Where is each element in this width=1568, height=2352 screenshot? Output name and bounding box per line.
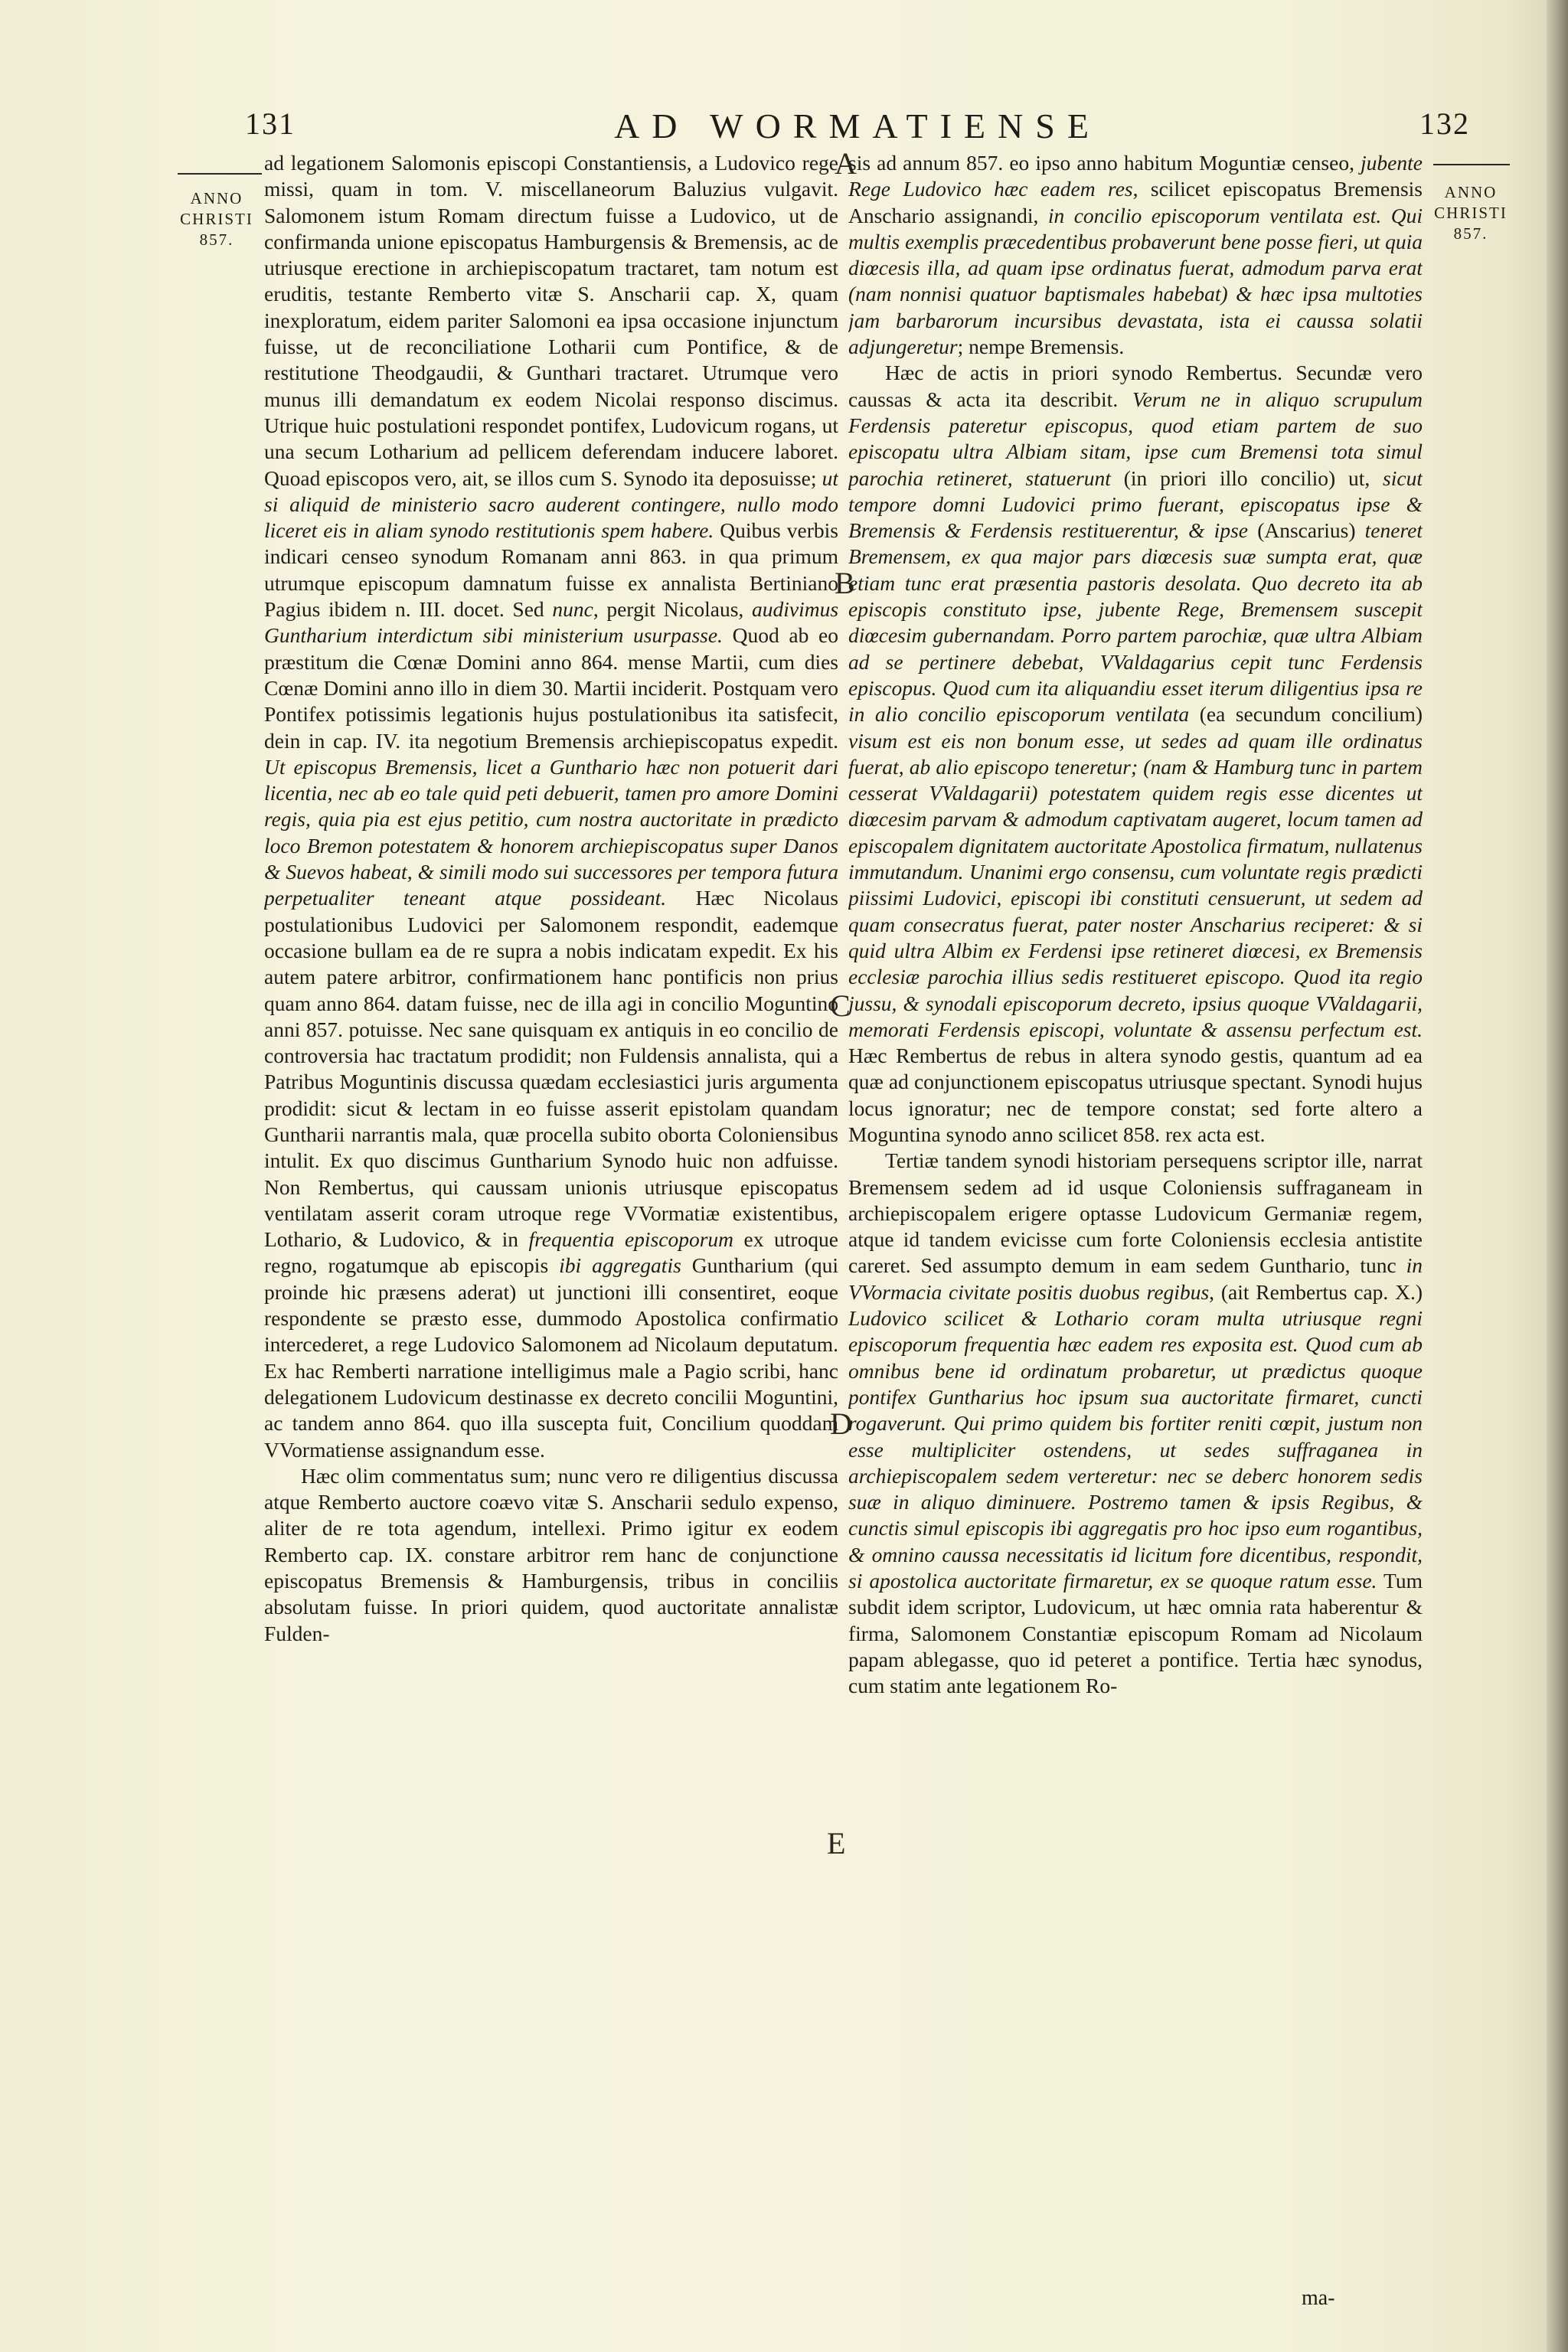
- margin-note-right-line: CHRISTI: [1434, 204, 1508, 222]
- page-number-right: 132: [1419, 106, 1470, 141]
- text-column-right: [848, 150, 1423, 2286]
- section-letter-c: C: [830, 988, 851, 1023]
- running-title: AD WORMATIENSE: [614, 106, 1101, 145]
- section-letter-a: A: [835, 146, 857, 181]
- margin-note-right-line: ANNO: [1444, 183, 1498, 201]
- margin-rule-right: [1433, 164, 1510, 165]
- paragraph: Tertiæ tandem synodi historiam persequens scriptor ille, narrat Bremensem sedem ad id usque Coloniensis suffraganeam in archiepiscopalem erigere optasse Ludovicum Germaniæ regem, atque id tandem evicisse cum forte Coloniensis ecclesia antistite careret. Sed assumpto demum in eam sedem Gunthario, tunc in VVormacia civitate positis duobus regibus, (ait Rembertus cap. X.) Ludovico scilicet & Lothario coram multa utriusque regni episcoporum frequentia hæc eadem res exposita est. Quod cum ab omnibus bene id ordinatum probaretur, ut prædictus quoque pontifex Guntharius hoc ipsum sua auctoritate firmaret, cuncti rogaverunt. Qui primo quidem bis fortiter reniti cœpit, justum non esse multipliciter ostendens, ut sedes suffraganea in archiepiscopalem sedem verteretur: nec se deberc honorem sedis suæ in aliquo diminuere. Postremo tamen & ipsis Regibus, & cunctis simul episcopis ibi aggregatis pro hoc ipso eum rogantibus, & omnino caussa necessitatis id licitum fore dicentibus, respondit, si apostolica auctoritate firmaretur, ex se quoque ratum esse. Tum subdit idem scriptor, Ludovicum, ut hæc omnia rata haberentur & firma, Salomonem Constantiæ episcopum Romam ad Nicolaum papam ablegasse, quo id peteret a pontifice. Tertia hæc synodus, cum statim ante legationem Ro-: [848, 1148, 1423, 1698]
- page-number-left: 131: [245, 106, 296, 141]
- margin-note-left: [167, 188, 266, 250]
- paragraph: sis ad annum 857. eo ipso anno habitum Moguntiæ censeo, jubente Rege Ludovico hæc eadem res, scilicet episcopatus Bremensis Anschario assignandi, in concilio episcoporum ventilata est. Qui multis exemplis præcedentibus probaverunt bene posse fieri, ut quia diœcesis illa, ad quam ipse ordinatus fuerat, admodum parva erat (nam nonnisi quatuor baptismales habebat) & hæc ipsa multoties jam barbarorum incursibus devastata, ista ei caussa solatii adjungeretur; nempe Bremensis.: [848, 151, 1423, 359]
- margin-note-left-line: ANNO: [190, 189, 243, 207]
- paragraph: ad legationem Salomonis episcopi Constantiensis, a Ludovico rege missi, quam in tom. V. miscellaneorum Baluzius vulgavit. Salomonem istum Romam directum fuisse a Ludovico, ut de confirmanda unione episcopatus Hamburgensis & Bremensis, ac de utriusque erectione in archiepiscopatum tractaret, tam notum est eruditis, testante Remberto vitæ S. Anscharii cap. X, quam inexploratum, eidem pariter Salomoni ea ipsa occasione injunctum fuisse, ut de reconciliatione Lotharii cum Pontifice, & de restitutione Theodgaudii, & Gunthari tractaret. Utrumque vero munus illi demandatum ex eodem Nicolai responso discimus. Utrique huic postulationi respondet pontifex, Ludovicum rogans, ut una secum Lotharium ad pellicem deferendam inducere laboret. Quoad episcopos vero, ait, se illos cum S. Synodo ita deposuisse; ut si aliquid de ministerio sacro auderent contingere, nullo modo liceret eis in aliam synodo restitutionis spem habere. Quibus verbis indicari censeo synodum Romanam anni 863. in qua primum utrumque episcopum damnatum fuisse ex annalista Bertiniano Pagius ibidem n. III. docet. Sed nunc, pergit Nicolaus, audivimus Guntharium interdictum sibi ministerium usurpasse. Quod ab eo præstitum die Cœnæ Domini anno 864. mense Martii, cum dies Cœnæ Domini anno illo in diem 30. Martii inciderit. Postquam vero Pontifex potissimis legationis hujus postulationibus ita satisfecit, dein in cap. IV. ita negotium Bremensis archiepiscopatus expedit. Ut episcopus Bremensis, licet a Gunthario hæc non potuerit dari licentia, nec ab eo tale quid peti debuerit, tamen pro amore Domini regis, quia pia est ejus petitio, cum nostra auctoritate in prædicto loco Bremon potestatem & honorem archiepiscopatus super Danos & Suevos habeat, & simili modo sui successores per tempora futura perpetualiter teneant atque possideant. Hæc Nicolaus postulationibus Ludovici per Salomonem respondit, eademque occasione bullam ea de re supra a nobis indicatam expedit. Ex his autem patere arbitror, confirmationem hanc pontificis non prius quam anno 864. datam fuisse, nec de illa agi in concilio Moguntino anni 857. potuisse. Nec sane quisquam ex antiquis in eo concilio de controversia hac tractatum prodidit; non Fuldensis annalista, qui a Patribus Moguntinis discussa quædam ecclesiastici juris argumenta prodidit: sicut & lectam in eo fuisse asserit epistolam quandam Guntharii narrantis mala, quæ procella subito oborta Coloniensibus intulit. Ex quo discimus Guntharium Synodo huic non adfuisse. Non Rembertus, qui caussam unionis utriusque episcopatus ventilatam asserit coram utroque rege VVormatiæ existentibus, Lothario, & Ludovico, & in frequentia episcoporum ex utroque regno, rogatumque ab episcopis ibi aggregatis Guntharium (qui proinde hic præsens aderat) ut junctioni illi consentiret, eoque respondente se præsto esse, dummodo Apostolica confirmatio intercederet, a rege Ludovico Salomonem ad Nicolaum deputatum. Ex hac Remberti narratione intelligimus male a Pagio scribi, hanc delegationem Ludovicum destinasse ex decreto concilii Moguntini, ac tandem anno 864. quo illa suscepta fuit, Concilium quoddam VVormatiense assignandum esse.: [264, 151, 838, 1462]
- section-letter-e: E: [827, 1826, 846, 1860]
- margin-note-right-line: 857.: [1453, 224, 1488, 243]
- margin-note-left-line: CHRISTI: [180, 210, 253, 228]
- margin-note-right: [1421, 182, 1521, 244]
- section-letter-b: B: [835, 566, 855, 600]
- paragraph: Hæc de actis in priori synodo Rembertus. Secundæ vero caussas & acta ita describit. Verum ne in aliquo scrupulum Ferdensis pateretur episcopus, quod etiam partem de suo episcopatu ultra Albiam sitam, ipse cum Bremensi tota simul parochia retineret, statuerunt (in priori illo concilio) ut, sicut tempore domni Ludovici primo fuerant, episcopatus ipse & Bremensis & Ferdensis restituerentur, & ipse (Anscarius) teneret Bremensem, ex qua major pars diœcesis suæ sumpta erat, quæ etiam tunc erat præsentia pastoris desolata. Quo decreto ita ab episcopis constituto ipse, jubente Rege, Bremensem suscepit diœcesim gubernandam. Porro partem parochiæ, quæ ultra Albiam ad se pertinere debebat, VValdagarius cepit tunc Ferdensis episcopus. Quod cum ita aliquandiu esset iterum diligentius ipsa re in alio concilio episcoporum ventilata (ea secundum concilium) visum est eis non bonum esse, ut sedes ad quam ille ordinatus fuerat, ab alio episcopo teneretur; (nam & Hamburg tunc in partem cesserat VValdagarii) potestatem quidem regis esse dicentes ut diœcesim parvam & admodum captivatam augeret, locum tamen ad episcopalem dignitatem auctoritate Apostolica firmatum, nullatenus immutandum. Unanimi ergo consensu, cum voluntate regis prædicti piissimi Ludovici, episcopi ibi constituti censuerunt, ut sedem ad quam consecratus fuerat, pater noster Anscharius reciperet: & si quid ultra Albim ex Ferdensi ipse retineret diœcesi, ex Bremensis ecclesiæ parochia illius sedis restitueret episcopo. Quod ita regio jussu, & synodali episcoporum decreto, ipsius quoque VValdagarii, memorati Ferdensis episcopi, voluntate & assensu perfectum est. Hæc Rembertus de rebus in altera synodo gestis, quantum ad ea quæ ad conjunctionem episcopatus utriusque spectant. Synodi hujus locus ignoratur; nec de tempore constat; sed forte altero a Moguntina synodo anno scilicet 858. rex acta est.: [848, 361, 1423, 1146]
- catchword: ma-: [1302, 2286, 1335, 2310]
- text-column-left: [264, 150, 838, 2286]
- running-header: [245, 106, 1470, 152]
- section-letter-d: D: [830, 1406, 852, 1441]
- paragraph: Hæc olim commentatus sum; nunc vero re diligentius discussa atque Remberto auctore coævo vitæ S. Anscharii sedulo expenso, aliter de re tota agendum, intellexi. Primo igitur ex eodem Remberto cap. IX. constare arbitror rem hanc de conjunctione episcopatus Bremensis & Hamburgensis, tribus in conciliis absolutam fuisse. In priori quidem, quod auctoritate annalistæ Fulden-: [264, 1463, 838, 1645]
- margin-note-left-line: 857.: [199, 230, 234, 249]
- page-edge: [1547, 0, 1568, 2352]
- margin-rule-left: [178, 173, 262, 175]
